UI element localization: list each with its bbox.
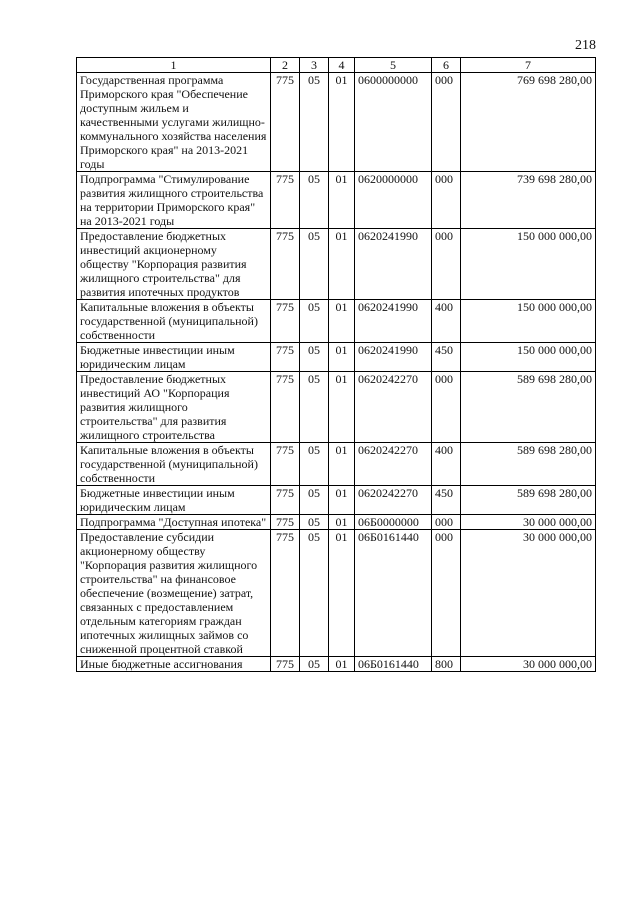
row-target-article: 06Б0000000 <box>355 515 432 530</box>
row-grbs-code: 775 <box>271 515 300 530</box>
row-amount: 769 698 280,00 <box>461 73 596 172</box>
row-name: Бюджетные инвестиции иным юридическим лицам <box>77 486 271 515</box>
row-expense-type: 000 <box>432 530 461 657</box>
row-subsection-code: 01 <box>329 372 355 443</box>
row-expense-type: 450 <box>432 486 461 515</box>
row-amount: 30 000 000,00 <box>461 530 596 657</box>
table-row <box>77 486 596 515</box>
row-target-article: 0620242270 <box>355 372 432 443</box>
row-name: Подпрограмма "Стимулирование развития жилищного строительства на территории Приморского края" на 2013-2021 годы <box>77 172 271 229</box>
row-expense-type: 000 <box>432 372 461 443</box>
column-header-6: 6 <box>432 58 461 73</box>
row-grbs-code: 775 <box>271 486 300 515</box>
row-subsection-code: 01 <box>329 515 355 530</box>
row-section-code: 05 <box>300 372 329 443</box>
row-target-article: 0620241990 <box>355 229 432 300</box>
row-subsection-code: 01 <box>329 172 355 229</box>
column-header-4: 4 <box>329 58 355 73</box>
column-header-7: 7 <box>461 58 596 73</box>
row-name: Иные бюджетные ассигнования <box>77 657 271 672</box>
row-expense-type: 000 <box>432 229 461 300</box>
row-grbs-code: 775 <box>271 443 300 486</box>
row-grbs-code: 775 <box>271 73 300 172</box>
row-name: Предоставление бюджетных инвестиций акционерному обществу "Корпорация развития жилищного строительства" для развития ипотечных продуктов <box>77 229 271 300</box>
row-name: Капитальные вложения в объекты государственной (муниципальной) собственности <box>77 300 271 343</box>
row-target-article: 0620000000 <box>355 172 432 229</box>
row-grbs-code: 775 <box>271 300 300 343</box>
row-target-article: 0620241990 <box>355 300 432 343</box>
row-subsection-code: 01 <box>329 300 355 343</box>
row-expense-type: 000 <box>432 515 461 530</box>
row-target-article: 06Б0161440 <box>355 530 432 657</box>
row-name: Предоставление субсидии акционерному обществу "Корпорация развития жилищного строительства" на финансовое обеспечение (возмещение) затрат, связанных с предоставлением отдельным категориям граждан ипотечных жилищных займов со сниженной процентной ставкой <box>77 530 271 657</box>
row-section-code: 05 <box>300 172 329 229</box>
column-header-5: 5 <box>355 58 432 73</box>
row-name: Предоставление бюджетных инвестиций АО "Корпорация развития жилищного строительства" для развития жилищного строительства <box>77 372 271 443</box>
row-section-code: 05 <box>300 530 329 657</box>
row-expense-type: 000 <box>432 172 461 229</box>
row-name: Государственная программа Приморского края "Обеспечение доступным жильем и качественными услугами жилищно-коммунального хозяйства населения Приморского края" на 2013-2021 годы <box>77 73 271 172</box>
row-grbs-code: 775 <box>271 372 300 443</box>
row-amount: 589 698 280,00 <box>461 372 596 443</box>
row-section-code: 05 <box>300 515 329 530</box>
row-section-code: 05 <box>300 443 329 486</box>
row-section-code: 05 <box>300 300 329 343</box>
row-grbs-code: 775 <box>271 530 300 657</box>
row-amount: 739 698 280,00 <box>461 172 596 229</box>
table-header-row <box>77 58 596 73</box>
table-row <box>77 515 596 530</box>
row-grbs-code: 775 <box>271 343 300 372</box>
row-target-article: 0620242270 <box>355 443 432 486</box>
row-section-code: 05 <box>300 343 329 372</box>
row-subsection-code: 01 <box>329 73 355 172</box>
row-subsection-code: 01 <box>329 443 355 486</box>
page-number: 218 <box>575 38 596 53</box>
row-amount: 30 000 000,00 <box>461 515 596 530</box>
row-subsection-code: 01 <box>329 530 355 657</box>
table-row <box>77 172 596 229</box>
row-section-code: 05 <box>300 486 329 515</box>
row-section-code: 05 <box>300 73 329 172</box>
row-section-code: 05 <box>300 657 329 672</box>
row-grbs-code: 775 <box>271 172 300 229</box>
row-subsection-code: 01 <box>329 229 355 300</box>
row-grbs-code: 775 <box>271 229 300 300</box>
row-expense-type: 000 <box>432 73 461 172</box>
table-row <box>77 443 596 486</box>
row-name: Капитальные вложения в объекты государственной (муниципальной) собственности <box>77 443 271 486</box>
table-row <box>77 300 596 343</box>
table-row <box>77 73 596 172</box>
row-amount: 150 000 000,00 <box>461 343 596 372</box>
row-name: Бюджетные инвестиции иным юридическим лицам <box>77 343 271 372</box>
column-header-1: 1 <box>77 58 271 73</box>
row-grbs-code: 775 <box>271 657 300 672</box>
row-expense-type: 800 <box>432 657 461 672</box>
row-amount: 589 698 280,00 <box>461 486 596 515</box>
row-target-article: 0620241990 <box>355 343 432 372</box>
budget-table <box>76 57 596 672</box>
table-row <box>77 372 596 443</box>
table-row <box>77 229 596 300</box>
row-amount: 150 000 000,00 <box>461 300 596 343</box>
row-expense-type: 450 <box>432 343 461 372</box>
table-row <box>77 343 596 372</box>
row-expense-type: 400 <box>432 443 461 486</box>
row-expense-type: 400 <box>432 300 461 343</box>
row-target-article: 06Б0161440 <box>355 657 432 672</box>
table-row <box>77 530 596 657</box>
row-target-article: 0620242270 <box>355 486 432 515</box>
row-target-article: 0600000000 <box>355 73 432 172</box>
column-header-2: 2 <box>271 58 300 73</box>
row-subsection-code: 01 <box>329 486 355 515</box>
row-amount: 30 000 000,00 <box>461 657 596 672</box>
row-amount: 150 000 000,00 <box>461 229 596 300</box>
row-subsection-code: 01 <box>329 343 355 372</box>
row-amount: 589 698 280,00 <box>461 443 596 486</box>
column-header-3: 3 <box>300 58 329 73</box>
row-name: Подпрограмма "Доступная ипотека" <box>77 515 271 530</box>
table-row <box>77 657 596 672</box>
row-section-code: 05 <box>300 229 329 300</box>
row-subsection-code: 01 <box>329 657 355 672</box>
